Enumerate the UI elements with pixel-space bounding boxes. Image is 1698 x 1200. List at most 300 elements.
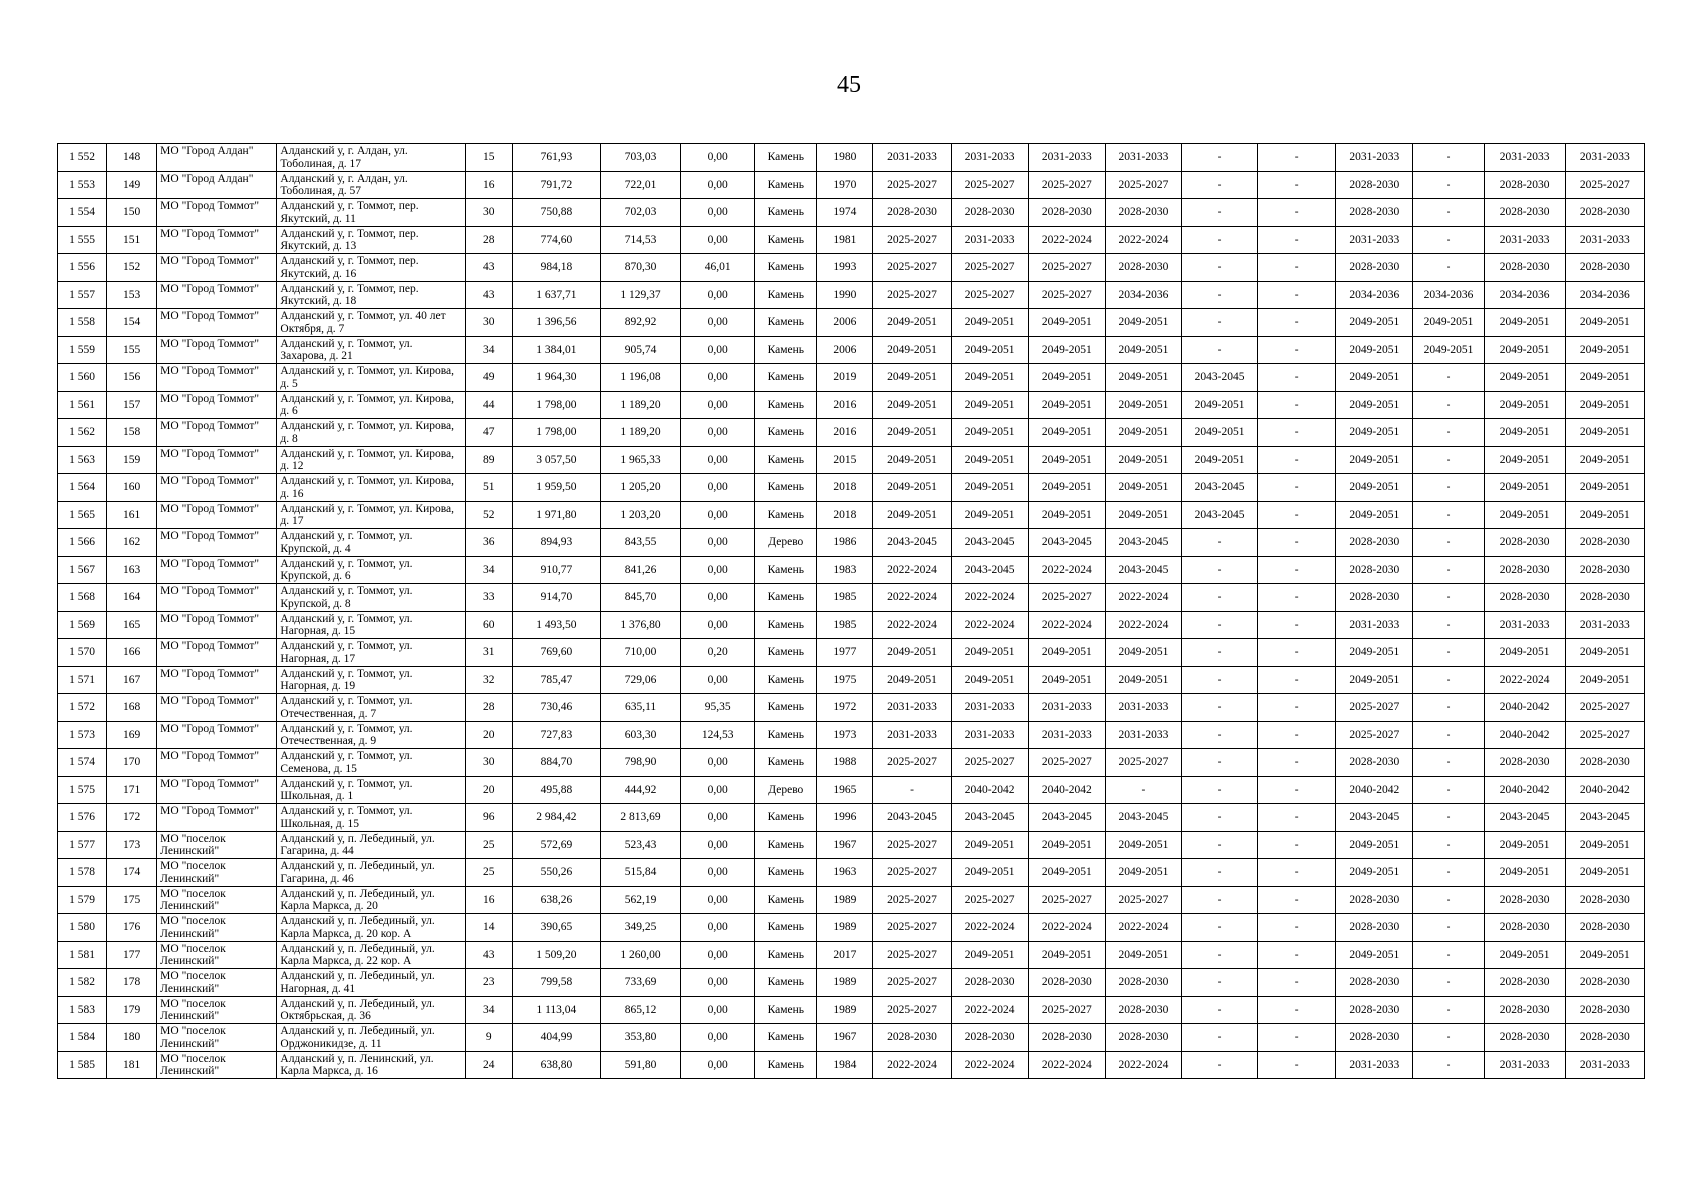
- year-built-cell: 2016: [817, 391, 873, 419]
- row-number-cell: 1 579: [58, 886, 107, 914]
- page-number: 45: [837, 72, 861, 98]
- period-cell-10: 2049-2051: [1565, 474, 1644, 502]
- residents-cell: 28: [465, 226, 512, 254]
- nonresidential-area-cell: 0,00: [681, 969, 755, 997]
- house-number-cell: 175: [107, 886, 157, 914]
- period-cell-10: 2031-2033: [1565, 144, 1644, 172]
- municipality-cell: МО "Город Томмот": [157, 721, 277, 749]
- municipality-cell: МО "поселок Ленинский": [157, 941, 277, 969]
- period-cell-9: 2031-2033: [1484, 144, 1565, 172]
- period-cell-4: 2043-2045: [1105, 529, 1181, 557]
- period-cell-4: 2043-2045: [1105, 556, 1181, 584]
- nonresidential-area-cell: 0,00: [681, 996, 755, 1024]
- period-cell-10: 2028-2030: [1565, 749, 1644, 777]
- period-cell-9: 2028-2030: [1484, 199, 1565, 227]
- row-number-cell: 1 574: [58, 749, 107, 777]
- residential-area-cell: 729,06: [600, 666, 680, 694]
- period-cell-2: 2025-2027: [951, 886, 1028, 914]
- table-row: [58, 639, 1645, 667]
- municipality-cell: МО "Город Томмот": [157, 309, 277, 337]
- period-cell-10: 2028-2030: [1565, 199, 1644, 227]
- period-cell-7: 2049-2051: [1336, 639, 1413, 667]
- period-cell-2: 2022-2024: [951, 914, 1028, 942]
- period-cell-4: 2049-2051: [1105, 501, 1181, 529]
- period-cell-2: 2049-2051: [951, 446, 1028, 474]
- house-number-cell: 164: [107, 584, 157, 612]
- period-cell-3: 2025-2027: [1028, 996, 1105, 1024]
- total-area-cell: 1 798,00: [512, 391, 600, 419]
- period-cell-1: 2025-2027: [873, 749, 951, 777]
- year-built-cell: 1993: [817, 254, 873, 282]
- residents-cell: 52: [465, 501, 512, 529]
- period-cell-4: 2049-2051: [1105, 941, 1181, 969]
- period-cell-4: 2022-2024: [1105, 914, 1181, 942]
- period-cell-3: 2025-2027: [1028, 171, 1105, 199]
- municipality-cell: МО "Город Томмот": [157, 639, 277, 667]
- period-cell-8: -: [1413, 144, 1484, 172]
- table-row: [58, 529, 1645, 557]
- period-cell-2: 2031-2033: [951, 144, 1028, 172]
- period-cell-8: -: [1413, 474, 1484, 502]
- period-cell-8: -: [1413, 804, 1484, 832]
- period-cell-5: 2049-2051: [1182, 446, 1258, 474]
- period-cell-2: 2040-2042: [951, 776, 1028, 804]
- residential-area-cell: 798,90: [600, 749, 680, 777]
- table-row: [58, 226, 1645, 254]
- period-cell-1: 2049-2051: [873, 474, 951, 502]
- period-cell-2: 2049-2051: [951, 391, 1028, 419]
- nonresidential-area-cell: 0,00: [681, 336, 755, 364]
- wall-material-cell: Камень: [755, 419, 817, 447]
- wall-material-cell: Камень: [755, 914, 817, 942]
- total-area-cell: 774,60: [512, 226, 600, 254]
- period-cell-8: -: [1413, 749, 1484, 777]
- house-number-cell: 165: [107, 611, 157, 639]
- residents-cell: 43: [465, 254, 512, 282]
- period-cell-1: 2025-2027: [873, 941, 951, 969]
- address-cell: Алданский у, п. Лебединый, ул. Карла Маркса, д. 20 кор. А: [277, 914, 465, 942]
- nonresidential-area-cell: 0,00: [681, 226, 755, 254]
- table-row: [58, 969, 1645, 997]
- row-number-cell: 1 557: [58, 281, 107, 309]
- residential-area-cell: 714,53: [600, 226, 680, 254]
- period-cell-6: -: [1258, 171, 1336, 199]
- house-number-cell: 152: [107, 254, 157, 282]
- period-cell-9: 2049-2051: [1484, 941, 1565, 969]
- house-number-cell: 171: [107, 776, 157, 804]
- row-number-cell: 1 578: [58, 859, 107, 887]
- year-built-cell: 1985: [817, 611, 873, 639]
- address-cell: Алданский у, г. Томмот, ул. Захарова, д. 21: [277, 336, 465, 364]
- period-cell-6: -: [1258, 941, 1336, 969]
- address-cell: Алданский у, г. Томмот, ул. Кирова, д. 8: [277, 419, 465, 447]
- period-cell-8: -: [1413, 501, 1484, 529]
- period-cell-7: 2049-2051: [1336, 666, 1413, 694]
- period-cell-5: -: [1182, 336, 1258, 364]
- nonresidential-area-cell: 0,00: [681, 474, 755, 502]
- period-cell-5: -: [1182, 639, 1258, 667]
- period-cell-7: 2025-2027: [1336, 694, 1413, 722]
- year-built-cell: 1965: [817, 776, 873, 804]
- period-cell-3: 2049-2051: [1028, 859, 1105, 887]
- period-cell-3: 2049-2051: [1028, 419, 1105, 447]
- period-cell-8: -: [1413, 886, 1484, 914]
- nonresidential-area-cell: 0,20: [681, 639, 755, 667]
- total-area-cell: 785,47: [512, 666, 600, 694]
- period-cell-1: 2031-2033: [873, 144, 951, 172]
- nonresidential-area-cell: 0,00: [681, 529, 755, 557]
- row-number-cell: 1 583: [58, 996, 107, 1024]
- period-cell-3: 2022-2024: [1028, 1051, 1105, 1079]
- period-cell-1: 2025-2027: [873, 254, 951, 282]
- nonresidential-area-cell: 0,00: [681, 914, 755, 942]
- period-cell-9: 2028-2030: [1484, 749, 1565, 777]
- period-cell-8: -: [1413, 859, 1484, 887]
- period-cell-4: 2049-2051: [1105, 446, 1181, 474]
- row-number-cell: 1 553: [58, 171, 107, 199]
- period-cell-2: 2031-2033: [951, 694, 1028, 722]
- period-cell-4: 2031-2033: [1105, 721, 1181, 749]
- year-built-cell: 2018: [817, 501, 873, 529]
- municipality-cell: МО "Город Алдан": [157, 171, 277, 199]
- total-area-cell: 3 057,50: [512, 446, 600, 474]
- period-cell-6: -: [1258, 639, 1336, 667]
- municipality-cell: МО "Город Томмот": [157, 666, 277, 694]
- nonresidential-area-cell: 0,00: [681, 1051, 755, 1079]
- address-cell: Алданский у, г. Томмот, ул. Нагорная, д. 19: [277, 666, 465, 694]
- period-cell-7: 2028-2030: [1336, 749, 1413, 777]
- house-number-cell: 180: [107, 1024, 157, 1052]
- period-cell-7: 2049-2051: [1336, 391, 1413, 419]
- residential-area-cell: 635,11: [600, 694, 680, 722]
- house-number-cell: 159: [107, 446, 157, 474]
- period-cell-3: 2031-2033: [1028, 694, 1105, 722]
- period-cell-2: 2025-2027: [951, 171, 1028, 199]
- address-cell: Алданский у, г. Томмот, ул. Школьная, д. 15: [277, 804, 465, 832]
- period-cell-7: 2028-2030: [1336, 996, 1413, 1024]
- period-cell-9: 2049-2051: [1484, 446, 1565, 474]
- wall-material-cell: Камень: [755, 226, 817, 254]
- period-cell-2: 2031-2033: [951, 226, 1028, 254]
- period-cell-9: 2031-2033: [1484, 611, 1565, 639]
- period-cell-5: -: [1182, 1024, 1258, 1052]
- table-row: [58, 364, 1645, 392]
- nonresidential-area-cell: 0,00: [681, 941, 755, 969]
- period-cell-10: 2049-2051: [1565, 309, 1644, 337]
- house-number-cell: 173: [107, 831, 157, 859]
- house-number-cell: 177: [107, 941, 157, 969]
- address-cell: Алданский у, г. Томмот, ул. Кирова, д. 16: [277, 474, 465, 502]
- period-cell-10: 2040-2042: [1565, 776, 1644, 804]
- residential-area-cell: 1 205,20: [600, 474, 680, 502]
- period-cell-7: 2028-2030: [1336, 199, 1413, 227]
- period-cell-1: 2025-2027: [873, 969, 951, 997]
- period-cell-10: 2028-2030: [1565, 254, 1644, 282]
- period-cell-9: 2028-2030: [1484, 584, 1565, 612]
- house-number-cell: 148: [107, 144, 157, 172]
- year-built-cell: 1983: [817, 556, 873, 584]
- period-cell-4: 2028-2030: [1105, 969, 1181, 997]
- house-number-cell: 181: [107, 1051, 157, 1079]
- period-cell-7: 2049-2051: [1336, 419, 1413, 447]
- year-built-cell: 1986: [817, 529, 873, 557]
- period-cell-6: -: [1258, 556, 1336, 584]
- house-number-cell: 169: [107, 721, 157, 749]
- period-cell-9: 2049-2051: [1484, 639, 1565, 667]
- municipality-cell: МО "поселок Ленинский": [157, 859, 277, 887]
- row-number-cell: 1 556: [58, 254, 107, 282]
- period-cell-10: 2025-2027: [1565, 721, 1644, 749]
- period-cell-5: -: [1182, 529, 1258, 557]
- period-cell-10: 2049-2051: [1565, 419, 1644, 447]
- period-cell-3: 2049-2051: [1028, 831, 1105, 859]
- period-cell-1: 2031-2033: [873, 694, 951, 722]
- house-number-cell: 160: [107, 474, 157, 502]
- residents-cell: 16: [465, 171, 512, 199]
- period-cell-8: -: [1413, 226, 1484, 254]
- year-built-cell: 2016: [817, 419, 873, 447]
- period-cell-7: 2049-2051: [1336, 446, 1413, 474]
- total-area-cell: 1 396,56: [512, 309, 600, 337]
- period-cell-1: 2049-2051: [873, 639, 951, 667]
- wall-material-cell: Камень: [755, 996, 817, 1024]
- year-built-cell: 1972: [817, 694, 873, 722]
- period-cell-5: -: [1182, 171, 1258, 199]
- period-cell-5: -: [1182, 309, 1258, 337]
- nonresidential-area-cell: 0,00: [681, 556, 755, 584]
- table-row: [58, 804, 1645, 832]
- period-cell-8: -: [1413, 721, 1484, 749]
- period-cell-8: -: [1413, 776, 1484, 804]
- period-cell-9: 2031-2033: [1484, 1051, 1565, 1079]
- period-cell-1: 2049-2051: [873, 309, 951, 337]
- residents-cell: 49: [465, 364, 512, 392]
- municipality-cell: МО "Город Томмот": [157, 749, 277, 777]
- period-cell-10: 2025-2027: [1565, 694, 1644, 722]
- residential-area-cell: 702,03: [600, 199, 680, 227]
- period-cell-10: 2028-2030: [1565, 914, 1644, 942]
- address-cell: Алданский у, г. Томмот, ул. Семенова, д. 15: [277, 749, 465, 777]
- wall-material-cell: Камень: [755, 144, 817, 172]
- table-row: [58, 941, 1645, 969]
- wall-material-cell: Камень: [755, 281, 817, 309]
- wall-material-cell: Камень: [755, 639, 817, 667]
- house-number-cell: 161: [107, 501, 157, 529]
- municipality-cell: МО "Город Томмот": [157, 199, 277, 227]
- total-area-cell: 769,60: [512, 639, 600, 667]
- wall-material-cell: Камень: [755, 666, 817, 694]
- year-built-cell: 1985: [817, 584, 873, 612]
- total-area-cell: 730,46: [512, 694, 600, 722]
- period-cell-1: 2049-2051: [873, 364, 951, 392]
- period-cell-1: 2028-2030: [873, 1024, 951, 1052]
- period-cell-10: 2034-2036: [1565, 281, 1644, 309]
- municipality-cell: МО "Город Томмот": [157, 556, 277, 584]
- residents-cell: 33: [465, 584, 512, 612]
- year-built-cell: 1988: [817, 749, 873, 777]
- period-cell-10: 2031-2033: [1565, 611, 1644, 639]
- residents-cell: 15: [465, 144, 512, 172]
- period-cell-9: 2049-2051: [1484, 859, 1565, 887]
- address-cell: Алданский у, г. Томмот, ул. Нагорная, д. 17: [277, 639, 465, 667]
- nonresidential-area-cell: 0,00: [681, 886, 755, 914]
- period-cell-6: -: [1258, 419, 1336, 447]
- period-cell-5: 2043-2045: [1182, 364, 1258, 392]
- period-cell-3: 2049-2051: [1028, 666, 1105, 694]
- period-cell-5: -: [1182, 144, 1258, 172]
- period-cell-2: 2028-2030: [951, 969, 1028, 997]
- period-cell-6: -: [1258, 1051, 1336, 1079]
- period-cell-2: 2028-2030: [951, 199, 1028, 227]
- period-cell-4: 2049-2051: [1105, 859, 1181, 887]
- period-cell-8: -: [1413, 914, 1484, 942]
- nonresidential-area-cell: 0,00: [681, 171, 755, 199]
- period-cell-4: 2025-2027: [1105, 886, 1181, 914]
- period-cell-2: 2049-2051: [951, 666, 1028, 694]
- row-number-cell: 1 581: [58, 941, 107, 969]
- municipality-cell: МО "поселок Ленинский": [157, 1024, 277, 1052]
- period-cell-4: 2022-2024: [1105, 226, 1181, 254]
- row-number-cell: 1 571: [58, 666, 107, 694]
- period-cell-6: -: [1258, 254, 1336, 282]
- residential-area-cell: 523,43: [600, 831, 680, 859]
- period-cell-4: 2049-2051: [1105, 309, 1181, 337]
- year-built-cell: 1989: [817, 886, 873, 914]
- period-cell-2: 2025-2027: [951, 281, 1028, 309]
- residential-area-cell: 843,55: [600, 529, 680, 557]
- period-cell-6: -: [1258, 474, 1336, 502]
- year-built-cell: 1989: [817, 996, 873, 1024]
- residential-area-cell: 2 813,69: [600, 804, 680, 832]
- period-cell-10: 2028-2030: [1565, 1024, 1644, 1052]
- address-cell: Алданский у, г. Томмот, ул. Кирова, д. 5: [277, 364, 465, 392]
- period-cell-2: 2043-2045: [951, 556, 1028, 584]
- table-row: [58, 281, 1645, 309]
- table-row: [58, 199, 1645, 227]
- period-cell-5: -: [1182, 941, 1258, 969]
- period-cell-1: 2049-2051: [873, 501, 951, 529]
- total-area-cell: 1 971,80: [512, 501, 600, 529]
- period-cell-9: 2049-2051: [1484, 474, 1565, 502]
- nonresidential-area-cell: 0,00: [681, 501, 755, 529]
- period-cell-1: 2025-2027: [873, 226, 951, 254]
- residents-cell: 89: [465, 446, 512, 474]
- house-number-cell: 176: [107, 914, 157, 942]
- residential-area-cell: 722,01: [600, 171, 680, 199]
- row-number-cell: 1 572: [58, 694, 107, 722]
- period-cell-9: 2034-2036: [1484, 281, 1565, 309]
- period-cell-8: -: [1413, 996, 1484, 1024]
- period-cell-5: 2049-2051: [1182, 419, 1258, 447]
- house-number-cell: 158: [107, 419, 157, 447]
- residential-area-cell: 870,30: [600, 254, 680, 282]
- house-number-cell: 153: [107, 281, 157, 309]
- period-cell-9: 2028-2030: [1484, 171, 1565, 199]
- nonresidential-area-cell: 0,00: [681, 611, 755, 639]
- residential-area-cell: 353,80: [600, 1024, 680, 1052]
- period-cell-7: 2049-2051: [1336, 859, 1413, 887]
- period-cell-6: -: [1258, 666, 1336, 694]
- period-cell-5: -: [1182, 969, 1258, 997]
- house-number-cell: 162: [107, 529, 157, 557]
- table-row: [58, 446, 1645, 474]
- year-built-cell: 2015: [817, 446, 873, 474]
- period-cell-8: 2049-2051: [1413, 336, 1484, 364]
- period-cell-4: 2049-2051: [1105, 336, 1181, 364]
- period-cell-4: 2028-2030: [1105, 254, 1181, 282]
- period-cell-7: 2049-2051: [1336, 474, 1413, 502]
- period-cell-2: 2022-2024: [951, 584, 1028, 612]
- house-number-cell: 170: [107, 749, 157, 777]
- row-number-cell: 1 568: [58, 584, 107, 612]
- period-cell-1: 2022-2024: [873, 584, 951, 612]
- period-cell-3: 2049-2051: [1028, 941, 1105, 969]
- nonresidential-area-cell: 0,00: [681, 1024, 755, 1052]
- nonresidential-area-cell: 0,00: [681, 776, 755, 804]
- residential-area-cell: 905,74: [600, 336, 680, 364]
- house-number-cell: 179: [107, 996, 157, 1024]
- total-area-cell: 1 509,20: [512, 941, 600, 969]
- residents-cell: 31: [465, 639, 512, 667]
- residents-cell: 96: [465, 804, 512, 832]
- period-cell-10: 2028-2030: [1565, 996, 1644, 1024]
- period-cell-10: 2028-2030: [1565, 556, 1644, 584]
- period-cell-2: 2025-2027: [951, 749, 1028, 777]
- residential-area-cell: 349,25: [600, 914, 680, 942]
- period-cell-7: 2028-2030: [1336, 914, 1413, 942]
- total-area-cell: 1 959,50: [512, 474, 600, 502]
- wall-material-cell: Камень: [755, 309, 817, 337]
- wall-material-cell: Камень: [755, 501, 817, 529]
- period-cell-9: 2049-2051: [1484, 419, 1565, 447]
- row-number-cell: 1 582: [58, 969, 107, 997]
- period-cell-1: 2049-2051: [873, 419, 951, 447]
- table-row: [58, 254, 1645, 282]
- period-cell-2: 2049-2051: [951, 474, 1028, 502]
- period-cell-10: 2025-2027: [1565, 171, 1644, 199]
- period-cell-6: -: [1258, 309, 1336, 337]
- wall-material-cell: Камень: [755, 721, 817, 749]
- nonresidential-area-cell: 0,00: [681, 446, 755, 474]
- period-cell-2: 2049-2051: [951, 309, 1028, 337]
- registry-table: [57, 143, 1645, 1079]
- residents-cell: 60: [465, 611, 512, 639]
- year-built-cell: 2019: [817, 364, 873, 392]
- residents-cell: 36: [465, 529, 512, 557]
- residents-cell: 23: [465, 969, 512, 997]
- period-cell-6: -: [1258, 336, 1336, 364]
- total-area-cell: 495,88: [512, 776, 600, 804]
- period-cell-3: 2040-2042: [1028, 776, 1105, 804]
- address-cell: Алданский у, п. Лебединый, ул. Нагорная, д. 41: [277, 969, 465, 997]
- house-number-cell: 149: [107, 171, 157, 199]
- wall-material-cell: Камень: [755, 694, 817, 722]
- period-cell-9: 2022-2024: [1484, 666, 1565, 694]
- residents-cell: 28: [465, 694, 512, 722]
- period-cell-2: 2049-2051: [951, 831, 1028, 859]
- period-cell-6: -: [1258, 721, 1336, 749]
- period-cell-7: 2028-2030: [1336, 171, 1413, 199]
- period-cell-5: 2043-2045: [1182, 501, 1258, 529]
- period-cell-2: 2049-2051: [951, 639, 1028, 667]
- table-row: [58, 419, 1645, 447]
- municipality-cell: МО "Город Томмот": [157, 474, 277, 502]
- table-row: [58, 474, 1645, 502]
- residential-area-cell: 1 189,20: [600, 391, 680, 419]
- year-built-cell: 1974: [817, 199, 873, 227]
- period-cell-8: -: [1413, 831, 1484, 859]
- period-cell-7: 2031-2033: [1336, 226, 1413, 254]
